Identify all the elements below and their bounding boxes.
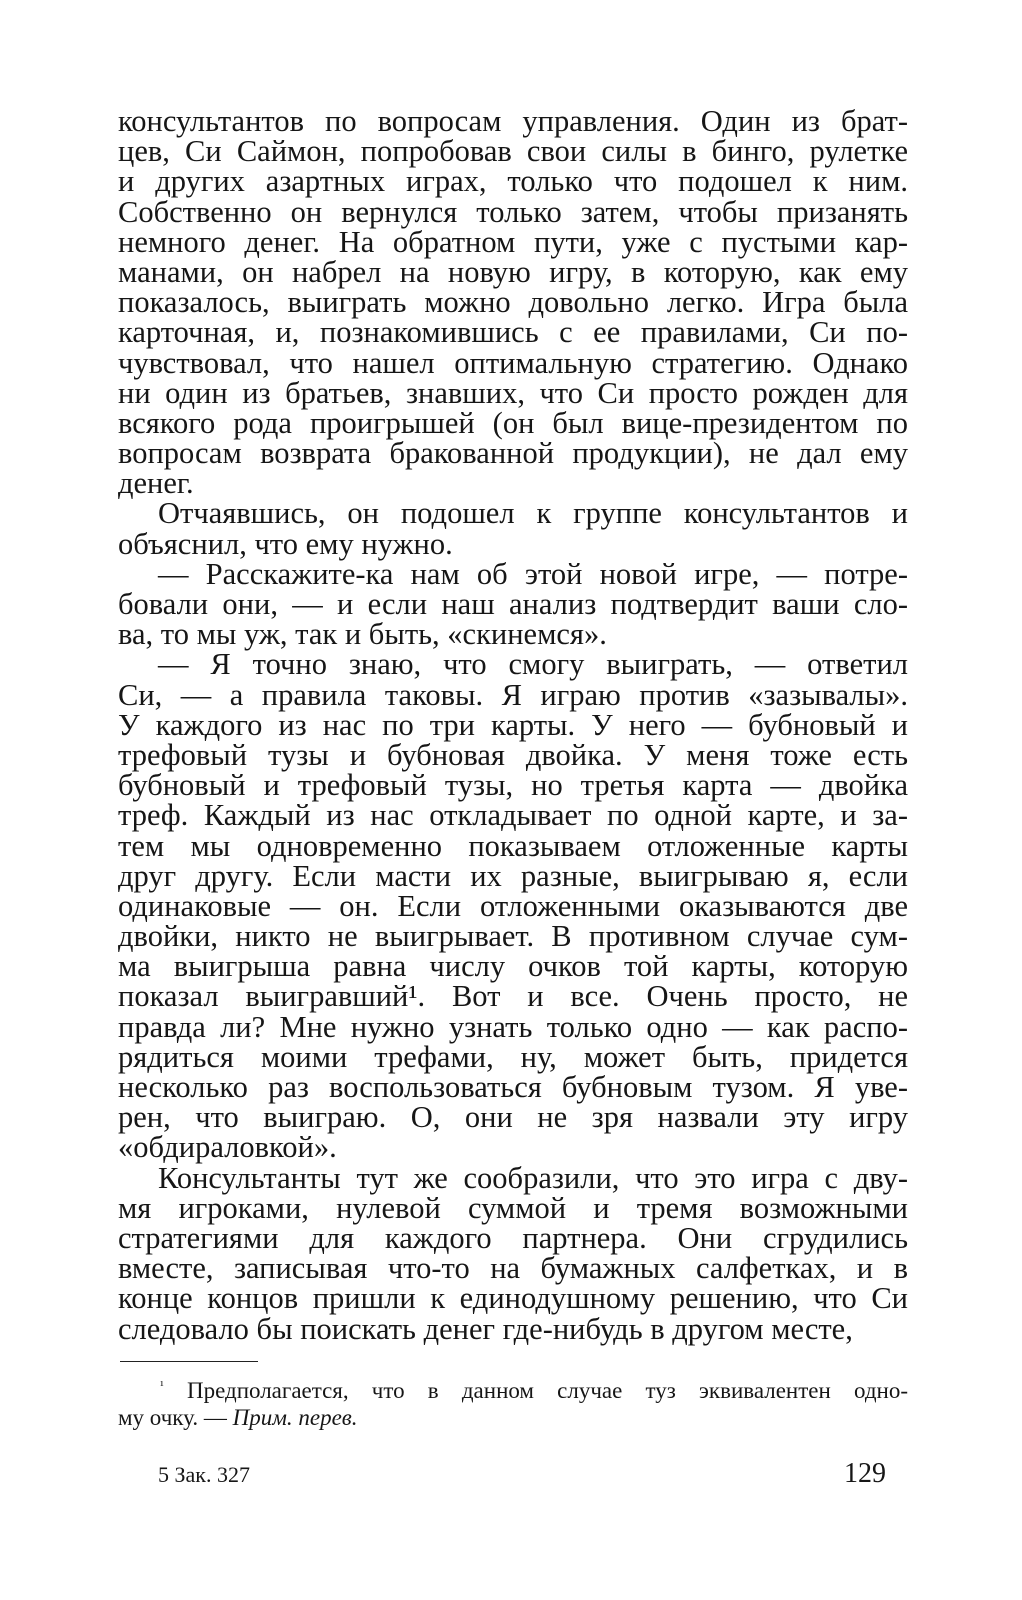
text-line: треф. Каждый из нас откладывает по одной карте, и за- [118,798,908,833]
footnote-line [118,1404,908,1431]
page-number: 129 [844,1458,886,1489]
footnote [118,1377,908,1431]
text-line: несколько раз воспользоваться бубновым тузом. Я уве- [118,1070,908,1104]
text-line: вопросам возврата бракованной продукции), не дал ему [118,436,908,471]
text-line: стратегиями для каждого партнера. Они сгрудились [118,1220,908,1255]
text-line: Консультанты тут же сообразили, что это игра с дву- [158,1160,908,1195]
footnote-text: Предполагается, что в данном случае туз эквивалентен одно- [186,1378,908,1403]
text-line: — Расскажите-ка нам об этой новой игре, — потре- [158,556,908,591]
printer-signature: 5 Зак. 327 [158,1462,250,1487]
text-line: Собственно он вернулся только затем, чтобы призанять [118,194,908,229]
text-line: мя игроками, нулевой суммой и тремя возможными [118,1190,908,1225]
text-line: Си, — а правила таковы. Я играю против «зазывалы». [118,677,908,712]
text-line: бовали они, — и если наш анализ подтвердит ваши сло- [118,587,908,621]
text-line: рядиться моими трефами, ну, может быть, придется [118,1039,908,1074]
text-line: правда ли? Мне нужно узнать только одно — как распо- [118,1009,908,1044]
text-line: и других азартных играх, только что подошел к ним. [118,164,908,199]
text-line: консультантов по вопросам управления. Один из брат- [118,104,908,138]
text-line: следовало бы поискать денег где-нибудь в другом месте, [118,1311,853,1346]
text-line: друг другу. Если масти их разные, выигрываю я, если [118,858,908,893]
text-line: одинаковые — он. Если отложенными оказываются две [118,888,908,923]
text-line: конце концов пришли к единодушному решению, что Си [118,1281,908,1316]
text-line: немного денег. На обратном пути, уже с пустыми кар- [118,224,908,259]
translator-note: Прим. перев. [232,1405,358,1430]
text-line: тем мы одновременно показываем отложенные карты [118,828,908,863]
text-line: ма выигрыша равна числу очков той карты, которую [118,949,908,984]
text-line: Отчаявшись, он подошел к группе консультантов и [158,496,908,531]
footnote-marker: ¹ [160,1378,164,1393]
text-line: карточная, и, познакомившись с ее правилами, Си по- [118,315,908,350]
text-line: денег. [118,466,194,501]
text-line: трефовый тузы и бубновая двойка. У меня тоже есть [118,737,908,772]
text-line: объяснил, что ему нужно. [118,526,453,561]
text-line: цев, Си Саймон, попробовав свои силы в бинго, рулетке [118,134,908,169]
text-line: бубновый и трефовый тузы, но третья карта — двойка [118,768,908,803]
text-line: «обдираловкой». [118,1130,337,1165]
text-line: рен, что выиграю. О, они не зря назвали эту игру [118,1100,908,1135]
text-line: ва, то мы уж, так и быть, «скинемся». [118,617,607,652]
text-line: вместе, записывая что-то на бумажных салфетках, и в [118,1251,908,1286]
text-line: двойки, никто не выигрывает. В противном случае сум- [118,919,908,954]
text-line: показалось, выиграть можно довольно легко. Игра была [118,285,908,320]
text-line: манами, он набрел на новую игру, в которую, как ему [118,254,908,289]
text-line: показал выигравший¹. Вот и все. Очень просто, не [118,979,908,1014]
footnote-line [118,1377,908,1404]
text-line: У каждого из нас по три карты. У него — бубновый и [118,707,908,742]
footnote-separator [120,1361,258,1362]
text-line: ни один из братьев, знавших, что Си просто рожден для [118,375,908,410]
text-line: всякого рода проигрышей (он был вице-президентом по [118,405,908,440]
main-text [118,106,908,1344]
footnote-text: му очку. — [118,1405,233,1430]
text-line: — Я точно знаю, что смогу выиграть, — ответил [158,647,908,682]
text-line: чувствовал, что нашел оптимальную стратегию. Однако [118,345,908,380]
